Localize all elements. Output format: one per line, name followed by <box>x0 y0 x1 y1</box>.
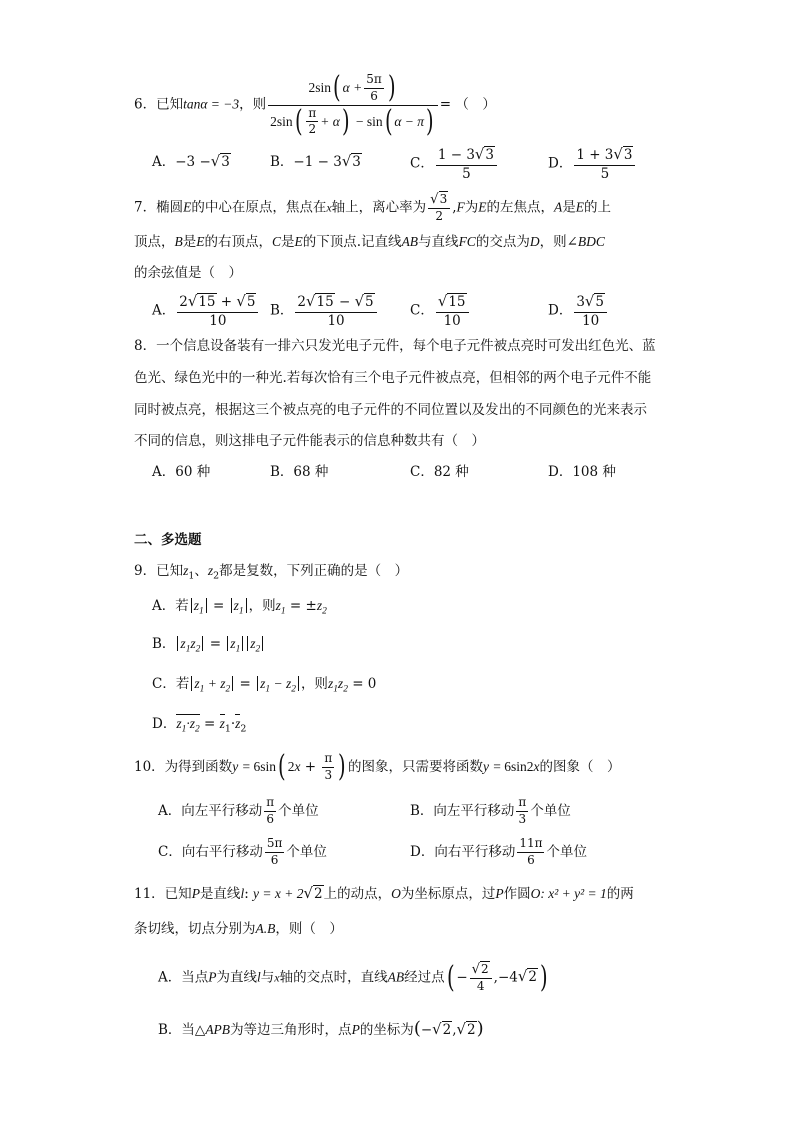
q7-option-c: C． $\frac{√15}{10}$ <box>410 293 471 329</box>
q7-line-2: 顶点，B是E的右顶点，C是E的下顶点.记直线AB与直线FC的交点为D，则∠BDC <box>134 234 605 250</box>
q8-option-d: D．108 种 <box>548 464 616 480</box>
q9-option-d: D．$z_1\cdot z_2 = z_1\cdot z_2$ <box>152 716 247 735</box>
q6-option-d: D． $\frac{1 + 3√3}{5}$ <box>548 146 637 182</box>
q10-stem: 10．为得到函数y = 6sin( 2x + $\frac{\pi}{3}$ ) 的图象，只需要将函数y = 6sin2x的图象（ ） <box>134 749 621 785</box>
q9-option-c: C．若 $z_1 + z_2 = z_1 - z_2$ ，则$z_1z_2 = 0$ <box>152 676 377 695</box>
q11-option-a: A．当点P为直线l与x轴的交点时，直线AB经过点( − $\frac{√2}{4}$ ,−4√2 ) <box>158 959 548 995</box>
q11-line-1: 11．已知P是直线l: y = x + 2√2上的动点，O为坐标原点，过P作圆O: x² + y² = 1的两 <box>134 884 634 902</box>
q6-option-c: C． $\frac{1 - 3√3}{5}$ <box>410 146 499 182</box>
q10-option-d: D．向右平行移动 $\frac{11\pi}{6}$ 个单位 <box>410 836 587 867</box>
q10-option-a: A．向左平行移动 $\frac{\pi}{6}$ 个单位 <box>158 795 319 826</box>
q11-option-b: B．当△APB为等边三角形时，点P的坐标为(−√2,√2) <box>158 1018 484 1039</box>
q8-option-a: A．60 种 <box>152 464 211 480</box>
q11-line-2: 条切线，切点分别为A.B，则（ ） <box>134 921 343 937</box>
q6-expression-fraction: 2sin( α + $\frac{5\pi}{6}$ ) 2sin( $\frac{\pi}{2}$ + α) − sin( α − π) <box>268 73 438 137</box>
q9-option-b: B． $z_1z_2 = z_1$ $z_2$ <box>152 636 265 656</box>
q7-line-3: 的余弦值是（ ） <box>134 265 242 281</box>
q8-option-b: B．68 种 <box>270 464 329 480</box>
q8-line-1: 8．一个信息设备装有一排六只发光电子元件，每个电子元件被点亮时可发出红色光、蓝 <box>134 338 656 354</box>
q7-option-d: D． $\frac{3√5}{10}$ <box>548 293 609 329</box>
q7-line-1: 7．椭圆E的中心在原点，焦点在x轴上，离心率为 $\frac{√3}{2}$ ,F为E的左焦点，A是E的上 <box>134 192 612 224</box>
section-title-multiple-choice: 二、多选题 <box>134 532 202 548</box>
q9-option-a: A．若 $z_1 = z_1$ ，则$z_1 = \pm z_2$ <box>152 598 327 617</box>
q8-option-c: C．82 种 <box>410 464 469 480</box>
q8-line-4: 不同的信息，则这排电子元件能表示的信息种数共有（ ） <box>134 433 485 449</box>
q8-line-2: 色光、绿色光中的一种光.若每次恰有三个电子元件被点亮，但相邻的两个电子元件不能 <box>134 370 652 386</box>
q6-option-b: B．−1 − 3√3 <box>270 152 361 170</box>
q6-condition: tanα = −3 <box>183 96 240 112</box>
q10-option-c: C．向右平行移动 $\frac{5\pi}{6}$ 个单位 <box>158 836 327 867</box>
q7-option-b: B． $\frac{2√15 - √5}{10}$ <box>270 293 379 329</box>
q6-stem: 6．已知tanα = −3，则 2sin( α + $\frac{5\pi}{6}$ ) 2sin( $\frac{\pi}{2}$ + α) − sin( α − π) = （ ） <box>134 70 496 139</box>
q6-option-a: A．−3 −√3 <box>152 152 230 170</box>
q9-stem: 9．已知$z_1$、$z_2$都是复数，下列正确的是（ ） <box>134 563 409 582</box>
q10-option-b: B．向左平行移动 $\frac{\pi}{3}$ 个单位 <box>410 795 571 826</box>
q8-line-3: 同时被点亮，根据这三个被点亮的电子元件的不同位置以及发出的不同颜色的光来表示 <box>134 402 647 418</box>
q7-option-a: A． $\frac{2√15 + √5}{10}$ <box>152 293 260 329</box>
